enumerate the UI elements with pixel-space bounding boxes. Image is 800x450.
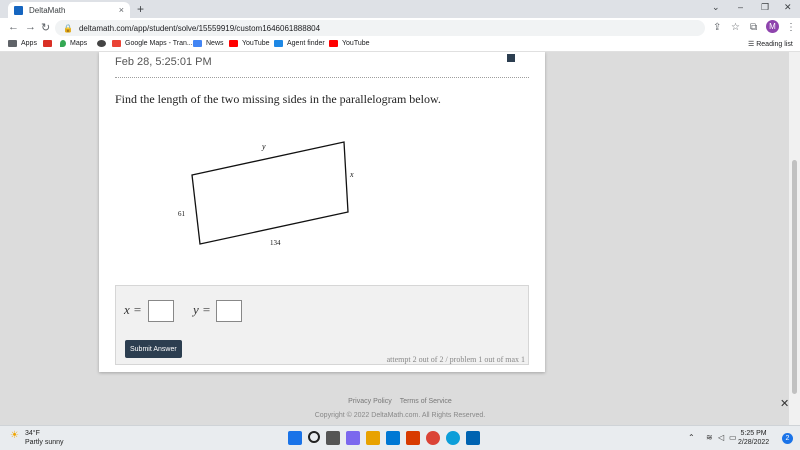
chat-icon[interactable] — [346, 431, 360, 445]
problem-timestamp: Feb 28, 5:25:01 PM — [115, 56, 212, 68]
submit-answer-button[interactable]: Submit Answer — [125, 340, 182, 358]
bookmark-news[interactable]: News — [193, 40, 224, 47]
weather-condition: Partly sunny — [25, 439, 64, 446]
deltamath-favicon-icon — [14, 6, 23, 15]
extensions-icon[interactable]: ⧉ — [750, 22, 758, 33]
parallelogram-figure — [159, 132, 379, 252]
maps-pin-icon — [60, 40, 66, 47]
battery-icon[interactable]: ▭ — [729, 433, 737, 442]
privacy-policy-link[interactable]: Privacy Policy — [348, 398, 392, 405]
search-icon[interactable] — [308, 431, 320, 443]
bookmark-apps[interactable]: Apps — [8, 40, 37, 47]
youtube-icon — [329, 40, 338, 47]
copyright-text: Copyright © 2022 DeltaMath.com. All Rights Reserved. — [314, 412, 486, 419]
address-bar[interactable] — [55, 20, 705, 36]
share-icon[interactable]: ⇪ — [713, 22, 722, 33]
forward-arrow-icon[interactable]: → — [25, 21, 36, 33]
page-scrollbar[interactable] — [789, 52, 800, 425]
news-icon — [193, 40, 202, 47]
reading-list-icon: ☰ — [748, 41, 757, 48]
volume-icon[interactable]: ◁ — [718, 433, 725, 442]
menu-kebab-icon[interactable]: ⋮ — [786, 22, 796, 33]
reading-list[interactable]: ☰ Reading list — [748, 41, 793, 48]
minimize-button[interactable]: – — [738, 2, 744, 12]
tab-deltamath[interactable] — [8, 2, 130, 18]
tab-strip — [0, 0, 800, 18]
store-icon[interactable] — [466, 431, 480, 445]
x-answer-input[interactable] — [148, 300, 174, 322]
weather-widget[interactable] — [10, 429, 64, 447]
tab-search-icon[interactable]: ⌄ — [712, 2, 720, 12]
question-text: Find the length of the two missing sides in the parallelogram below. — [115, 92, 441, 106]
new-tab-button[interactable]: + — [137, 2, 145, 16]
bookmark-star-icon[interactable]: ☆ — [731, 22, 740, 33]
office-icon[interactable] — [406, 431, 420, 445]
label-left-side: 61 — [178, 210, 185, 218]
label-bottom-side: 134 — [270, 239, 281, 247]
apps-grid-icon — [8, 40, 17, 47]
scrollbar-thumb[interactable] — [792, 160, 797, 394]
problem-card — [99, 52, 545, 372]
task-view-icon[interactable] — [326, 431, 340, 445]
profile-avatar[interactable]: M — [766, 20, 779, 33]
temperature: 34°F — [25, 430, 40, 437]
url-text: deltamath.com/app/student/solve/15559919/custom1646061888804 — [78, 23, 321, 33]
file-explorer-icon[interactable] — [366, 431, 380, 445]
partly-sunny-icon: ☀ — [10, 430, 19, 441]
label-x: x — [350, 170, 354, 179]
flag-icon[interactable] — [507, 54, 515, 62]
footer-links — [0, 398, 800, 405]
windows-taskbar — [0, 425, 800, 450]
parallelogram-shape — [192, 142, 348, 244]
page-content — [0, 52, 800, 425]
bookmark-google-maps-translate[interactable]: Google Maps - Tran... — [112, 40, 193, 47]
x-label: x = — [124, 302, 142, 317]
terms-of-service-link[interactable]: Terms of Service — [399, 398, 452, 405]
label-y: y — [262, 142, 266, 151]
attempt-status: attempt 2 out of 2 / problem 1 out of max 1 — [386, 355, 525, 364]
bookmark-youtube-icon-only[interactable] — [43, 40, 56, 47]
bookmarks-bar — [0, 38, 800, 52]
youtube-icon — [229, 40, 238, 47]
edge-icon[interactable] — [446, 431, 460, 445]
divider — [115, 77, 529, 78]
browser-toolbar — [0, 18, 800, 38]
bookmark-agent-finder[interactable]: Agent finder — [274, 40, 325, 47]
restore-button[interactable]: ❐ — [761, 2, 770, 12]
wifi-icon[interactable]: ≋ — [706, 433, 713, 442]
clock-time: 5:25 PM — [740, 430, 767, 437]
popup-close-icon[interactable]: ✕ — [780, 398, 790, 410]
y-label: y = — [193, 302, 211, 317]
taskbar-apps — [288, 431, 480, 445]
reload-icon[interactable]: ↻ — [41, 22, 51, 34]
globe-icon — [97, 40, 106, 47]
chrome-icon[interactable] — [426, 431, 440, 445]
start-windows-icon[interactable] — [288, 431, 302, 445]
tab-title: DeltaMath — [29, 5, 66, 15]
clock-date: 2/28/2022 — [738, 439, 770, 446]
notification-badge[interactable]: 2 — [782, 433, 793, 444]
youtube-icon — [43, 40, 52, 47]
answer-area — [115, 285, 529, 365]
google-maps-icon — [112, 40, 121, 47]
bookmark-youtube-2[interactable]: YouTube — [329, 40, 370, 47]
bookmark-youtube[interactable]: YouTube — [229, 40, 270, 47]
window-close-button[interactable]: ✕ — [784, 2, 792, 12]
bookmark-maps[interactable]: Maps — [60, 40, 87, 47]
system-clock[interactable] — [738, 429, 769, 447]
bookmark-globe[interactable] — [97, 40, 110, 47]
agent-finder-icon — [274, 40, 283, 47]
tab-close-icon[interactable]: × — [118, 5, 124, 15]
back-arrow-icon[interactable]: ← — [8, 21, 19, 33]
lock-icon: 🔒 — [63, 23, 73, 33]
mail-icon[interactable] — [386, 431, 400, 445]
tray-chevron-icon[interactable]: ⌃ — [688, 433, 695, 442]
y-answer-input[interactable] — [216, 300, 242, 322]
